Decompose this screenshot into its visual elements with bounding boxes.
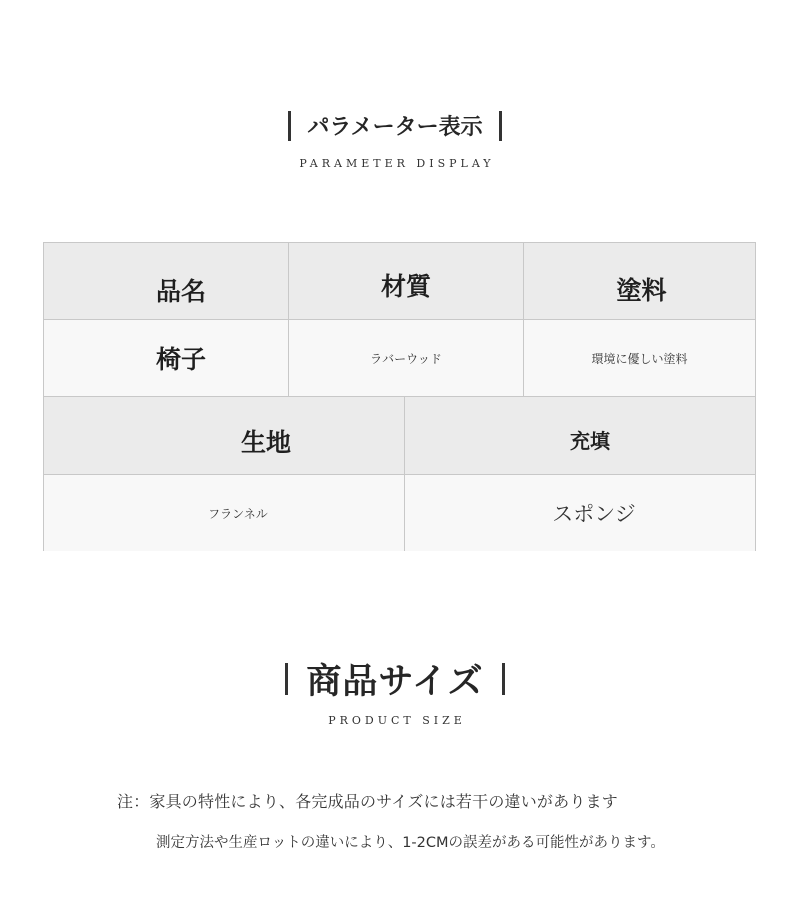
parameter-title: パラメーター表示 [307,115,483,140]
heading-bar-right [502,663,505,695]
table-cell [44,243,289,319]
table-row [44,243,755,320]
heading-bar-right [499,111,502,141]
cell-value-filling: スポンジ [552,502,636,526]
table-cell [44,475,405,551]
cell-label-material: 材質 [380,272,431,301]
heading-bar-left [285,663,288,695]
heading-bar-left [288,111,291,141]
table-cell [405,397,755,474]
cell-label-fabric: 生地 [240,427,291,457]
size-subtitle: PRODUCT SIZE [328,714,466,727]
table-cell [44,320,289,396]
parameter-subtitle: PARAMETER DISPLAY [299,157,495,170]
cell-label-product-name: 品名 [155,277,206,306]
table-cell [289,320,524,396]
size-title-row [0,654,790,704]
cell-value-paint: 環境に優しい塗料 [591,351,688,366]
table-row [44,320,755,397]
parameter-heading [0,110,790,170]
size-title: 商品サイズ [306,662,484,702]
table-cell [44,397,405,474]
table-row [44,475,755,551]
size-note-secondary: 測定方法や生産ロットの違いにより、1-2CMの誤差がある可能性があります。 [156,835,665,851]
cell-value-product-name: 椅子 [155,345,206,374]
table-row [44,397,755,475]
cell-label-filling: 充填 [570,429,610,453]
size-note-primary: 注：家具の特性により、各完成品のサイズには若干の違いがあります [117,792,618,811]
cell-value-fabric: フランネル [208,506,268,521]
spec-table [43,242,756,551]
size-heading [0,654,790,727]
cell-value-material: ラバーウッド [370,351,442,366]
table-cell [524,243,755,319]
cell-label-paint: 塗料 [616,276,667,305]
parameter-title-row [0,110,790,141]
table-cell [289,243,524,319]
table-cell [524,320,755,396]
table-cell [405,475,755,551]
